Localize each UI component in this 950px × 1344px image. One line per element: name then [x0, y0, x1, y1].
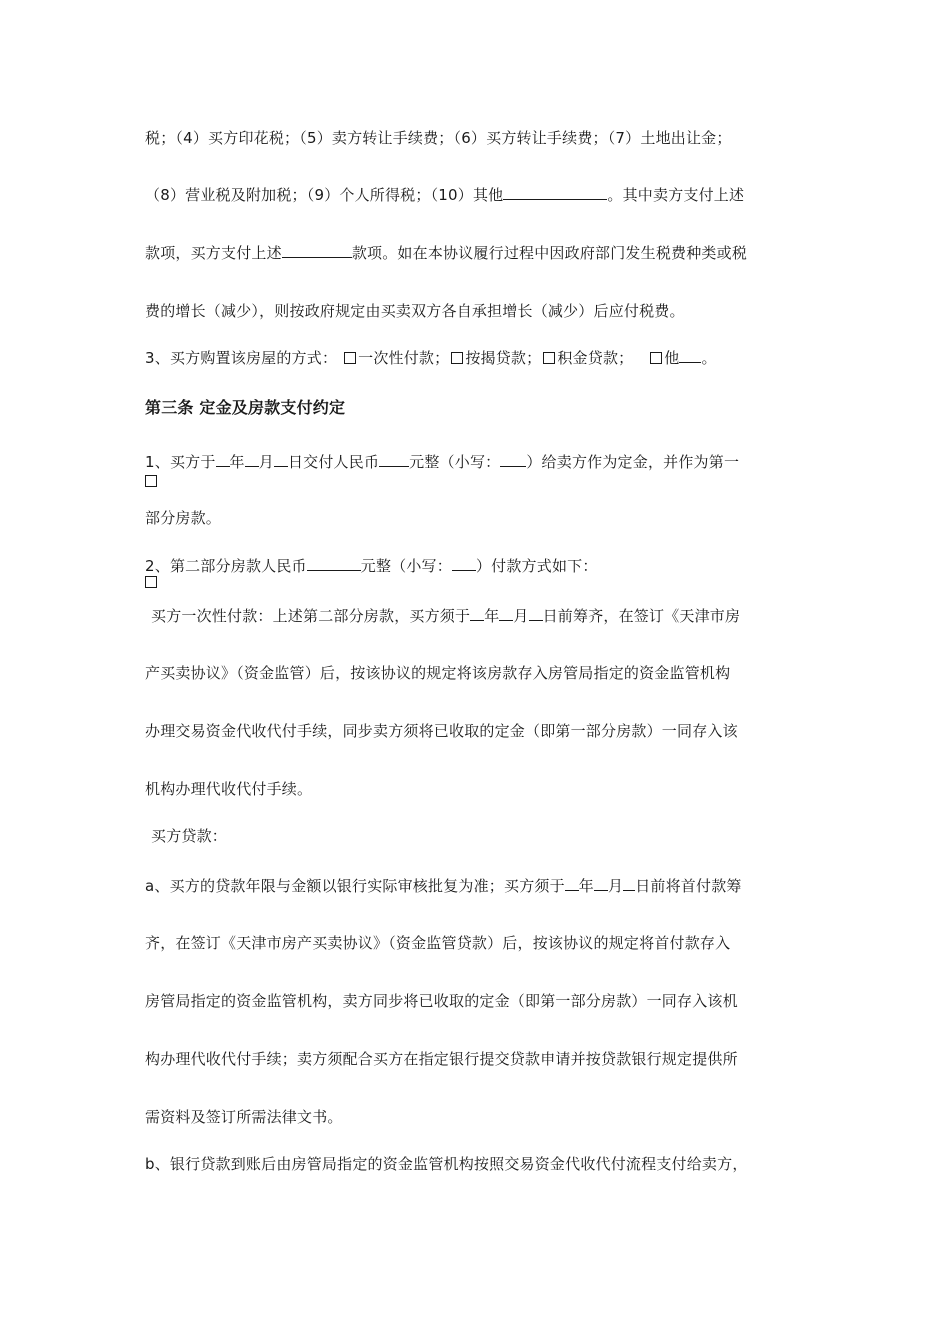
second-payment-line: 2、第二部分房款人民币 元整（小写： ）付款方式如下：: [145, 557, 598, 575]
text-line: 费的增长（减少），则按政府规定由买卖双方各自承担增长（减少）后应付税费。: [145, 302, 685, 320]
checkbox-mortgage[interactable]: [451, 352, 463, 364]
blank-field[interactable]: [282, 242, 352, 258]
blank-field[interactable]: [470, 605, 484, 621]
blank-field[interactable]: [245, 451, 259, 467]
text-line: 房管局指定的资金监管机构，卖方同步将已收取的定金（即第一部分房款）一同存入该机: [145, 992, 738, 1010]
deposit-line: 1、买方于 年 月 日交付人民币 元整（小写： ）给卖方作为定金，并作为第一: [145, 453, 740, 471]
blank-field[interactable]: [452, 555, 476, 571]
text-line: 款项，买方支付上述 款项。如在本协议履行过程中因政府部门发生税费种类或税: [145, 244, 748, 262]
blank-field[interactable]: [565, 875, 579, 891]
text-line: 需资料及签订所需法律文书。: [145, 1108, 343, 1126]
blank-field[interactable]: [216, 451, 230, 467]
checkbox-lump-sum[interactable]: [344, 352, 356, 364]
text-line: 产买卖协议》（资金监管）后，按该协议的规定将该房款存入房管局指定的资金监管机构: [145, 664, 731, 682]
loan-b-line: b、银行贷款到账后由房管局指定的资金监管机构按照交易资金代收代付流程支付给卖方，: [145, 1155, 748, 1173]
blank-field[interactable]: [500, 451, 526, 467]
blank-field[interactable]: [623, 875, 635, 891]
text-line: 机构办理代收代付手续。: [145, 780, 313, 798]
text-line: 办理交易资金代收代付手续，同步卖方须将已收取的定金（即第一部分房款）一同存入该: [145, 722, 738, 740]
checkbox[interactable]: [145, 576, 157, 588]
text-line: 构办理代收代付手续；卖方须配合买方在指定银行提交贷款申请并按贷款银行规定提供所: [145, 1050, 738, 1068]
blank-field[interactable]: [594, 875, 608, 891]
blank-field[interactable]: [307, 555, 361, 571]
purchase-method-line: 3、买方购置该房屋的方式： 一次性付款； 按揭贷款； 积金贷款； 他 。: [145, 349, 717, 367]
checkbox-provident-fund[interactable]: [543, 352, 555, 364]
text-line: 部分房款。: [145, 509, 222, 527]
text-line: 税；（4）买方印花税；（5）卖方转让手续费；（6）买方转让手续费；（7）土地出让金；: [145, 129, 732, 147]
blank-field[interactable]: [499, 605, 513, 621]
section-heading: 第三条 定金及房款支付约定: [145, 398, 346, 417]
blank-field[interactable]: [274, 451, 288, 467]
text-line: （8）营业税及附加税；（9）个人所得税；（10）其他 。其中卖方支付上述: [145, 186, 745, 204]
blank-field[interactable]: [379, 451, 409, 467]
blank-field[interactable]: [529, 605, 543, 621]
checkbox-other[interactable]: [650, 352, 662, 364]
text-line: 齐，在签订《天津市房产买卖协议》（资金监管贷款）后，按该协议的规定将首付款存入: [145, 934, 731, 952]
blank-field[interactable]: [503, 184, 607, 200]
blank-field[interactable]: [679, 347, 701, 363]
loan-a-line: a、买方的贷款年限与金额以银行实际审核批复为准；买方须于 年 月 日前将首付款筹: [145, 877, 742, 895]
loan-title: 买方贷款：: [151, 827, 228, 845]
lump-sum-line: 买方一次性付款：上述第二部分房款，买方须于 年 月 日前筹齐，在签订《天津市房: [151, 607, 741, 625]
checkbox[interactable]: [145, 475, 157, 487]
